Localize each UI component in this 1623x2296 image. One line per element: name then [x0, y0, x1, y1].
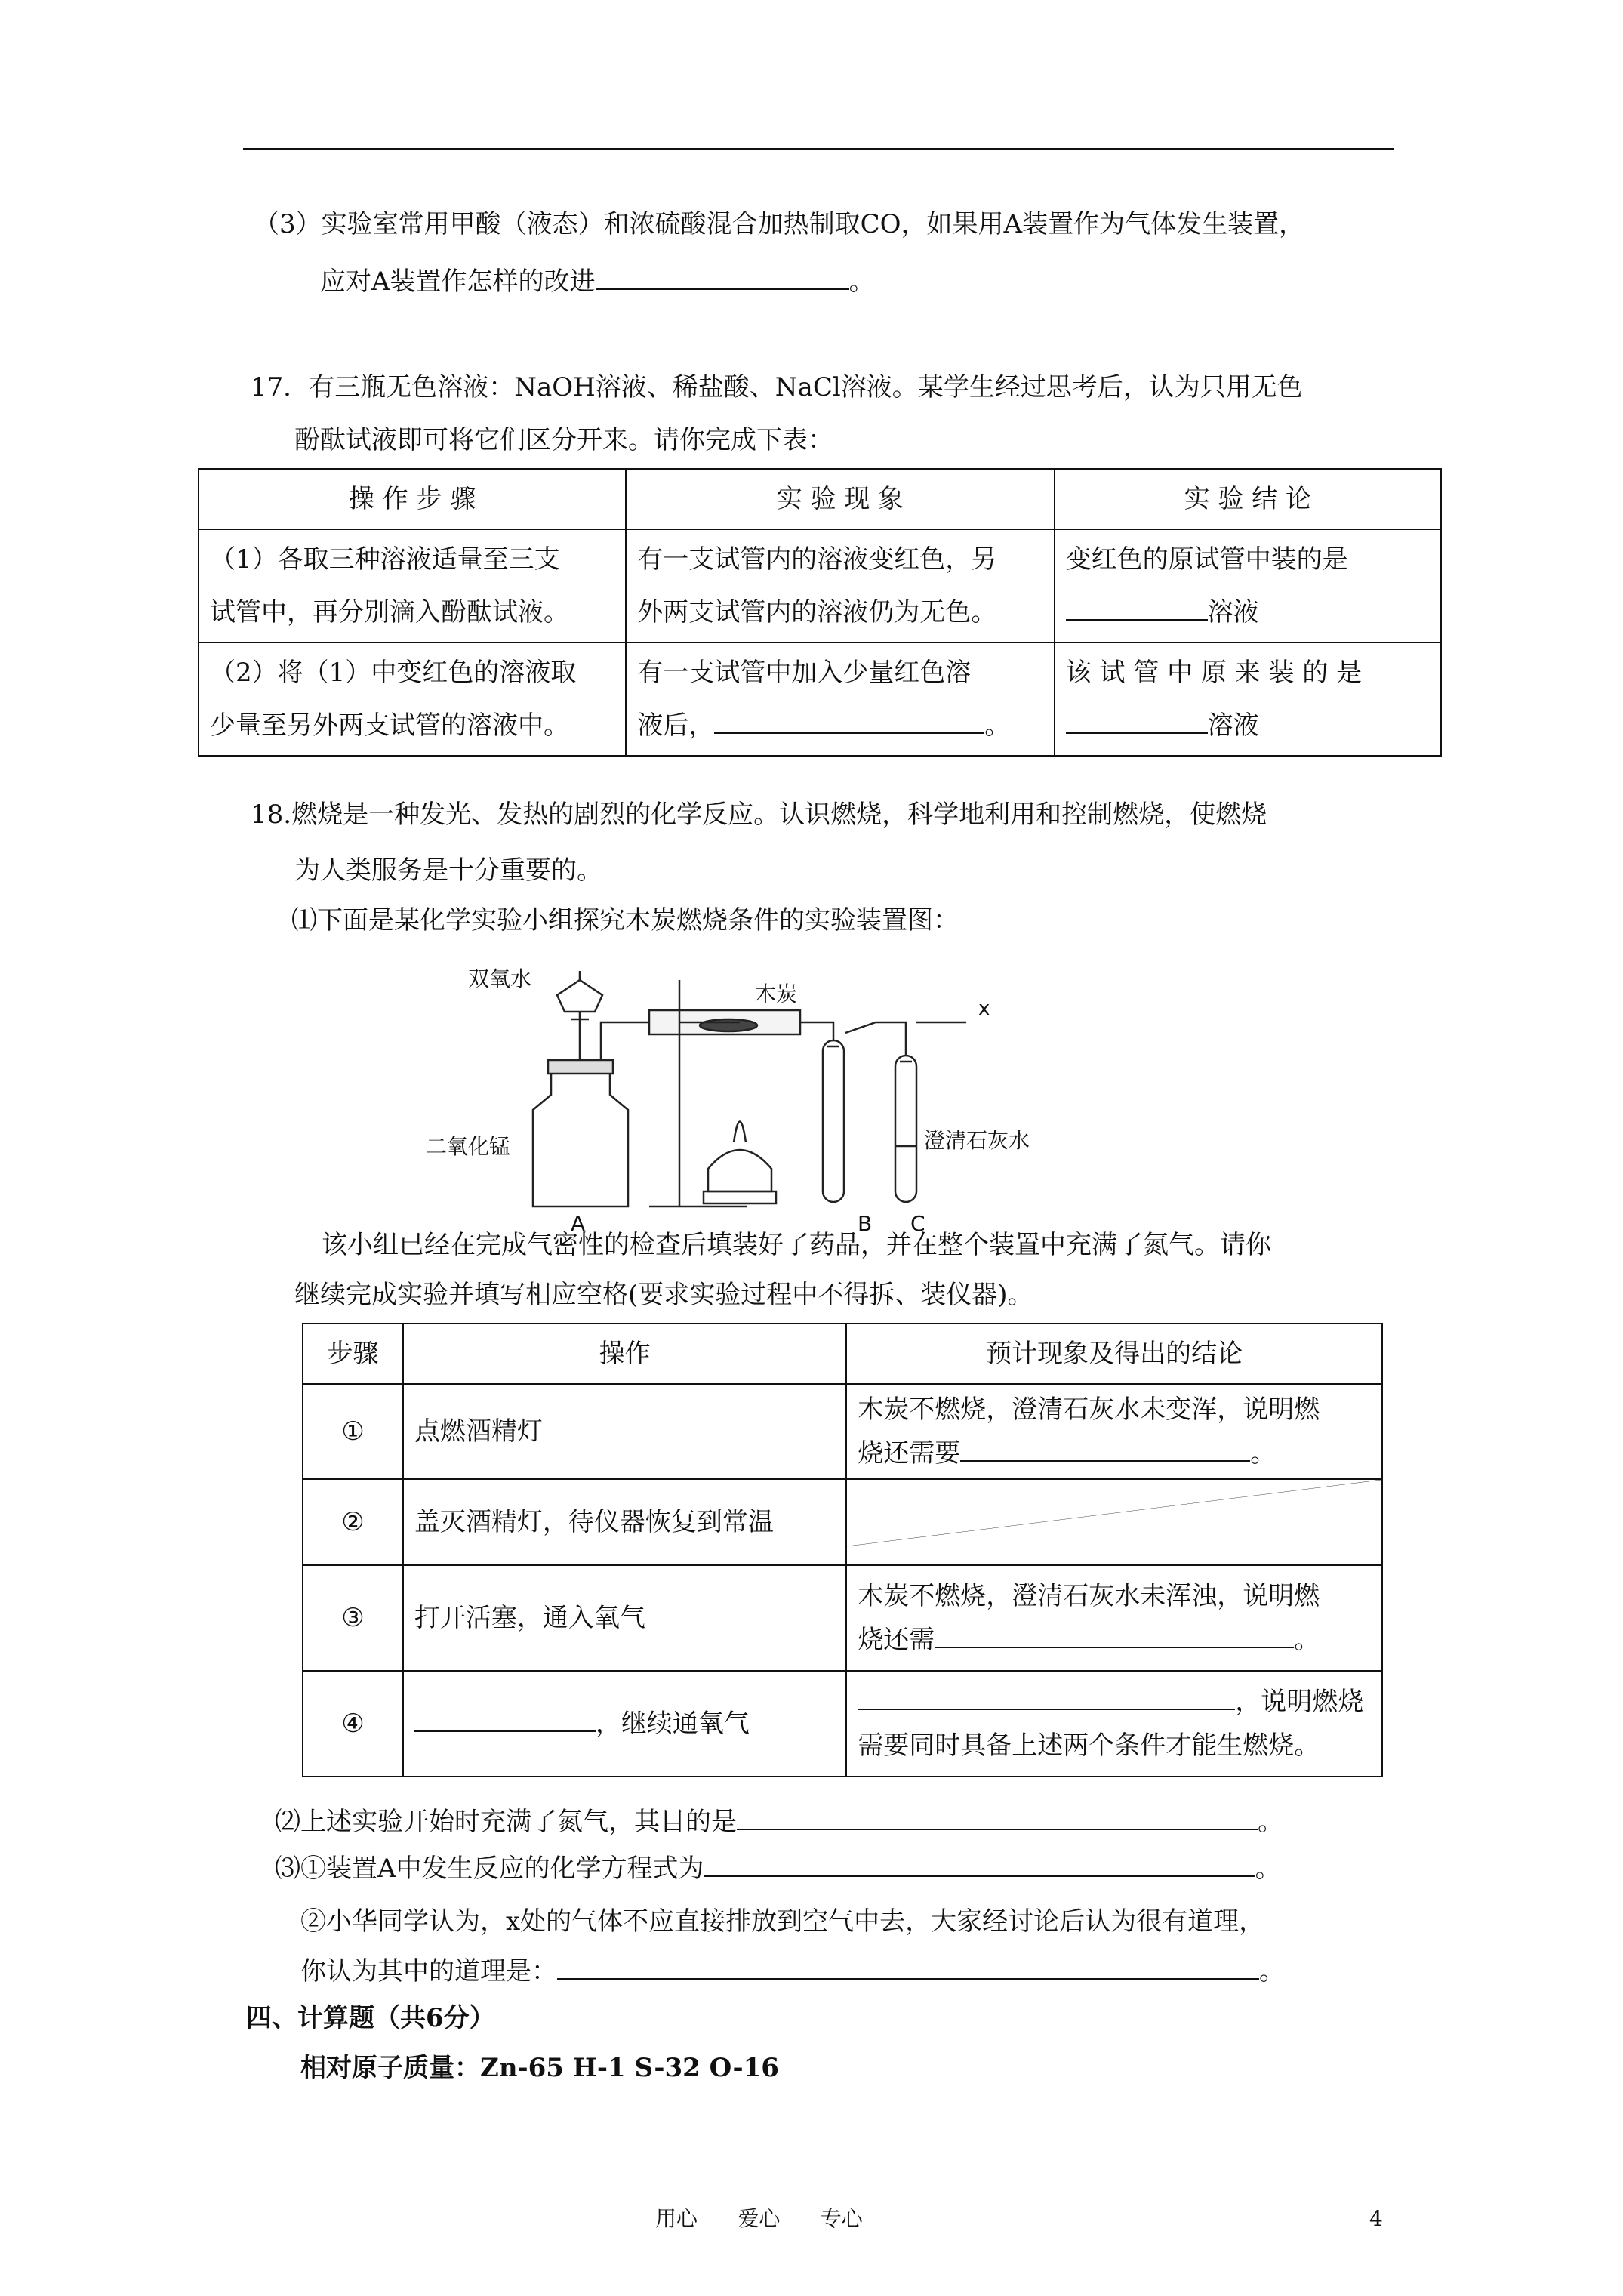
label-b: B: [858, 1211, 873, 1236]
label-x: x: [978, 997, 990, 1020]
q18-row2-result: [846, 1479, 1382, 1565]
answer-blank[interactable]: [737, 1806, 1258, 1830]
q18-row4-result: ，说明燃烧 需要同时具备上述两个条件才能生燃烧。: [846, 1671, 1382, 1777]
diagonal-line: [847, 1480, 1381, 1546]
label-mno2: 二氧化锰: [426, 1134, 511, 1159]
q18-row4-step: ④: [303, 1671, 403, 1777]
q16-3-line2: 应对A装置作怎样的改进 。: [320, 267, 875, 297]
q18-line2: 为人类服务是十分重要的。: [294, 855, 602, 886]
q18-para1: 该小组已经在完成气密性的检查后填装好了药品，并在整个装置中充满了氮气。请你: [322, 1230, 1271, 1260]
q18-line1: 18.燃烧是一种发光、发热的剧烈的化学反应。认识燃烧，科学地利用和控制燃烧，使燃烧: [251, 800, 1267, 830]
answer-blank[interactable]: [714, 710, 984, 734]
q18-row3-operation: 打开活塞，通入氧气: [403, 1565, 846, 1671]
section4-masses: 相对原子质量：Zn-65 H-1 S-32 O-16: [300, 2053, 779, 2083]
q18-row1-operation: 点燃酒精灯: [403, 1384, 846, 1479]
q18-sub3b-line1: ②小华同学认为，x处的气体不应直接排放到空气中去，大家经讨论后认为很有道理，: [300, 1906, 1265, 1937]
q18-header-step: 步骤: [303, 1324, 403, 1384]
q17-line2: 酚酞试液即可将它们区分开来。请你完成下表：: [294, 425, 833, 455]
header-rule: [243, 148, 1394, 150]
label-c: C: [910, 1211, 925, 1236]
answer-blank[interactable]: [596, 266, 849, 290]
answer-blank[interactable]: [1066, 710, 1208, 734]
q18-row2-step: ②: [303, 1479, 403, 1565]
q18-row4-operation: ，继续通氧气: [403, 1671, 846, 1777]
page-number: 4: [1369, 2206, 1383, 2231]
q18-row1-result: 木炭不燃烧，澄清石灰水未变浑，说明燃 烧还需要 。: [846, 1384, 1382, 1479]
alcohol-lamp: [708, 1150, 771, 1191]
answer-blank[interactable]: [1066, 596, 1208, 621]
q18-header-operation: 操作: [403, 1324, 846, 1384]
q18-header-result: 预计现象及得出的结论: [846, 1324, 1382, 1384]
answer-blank[interactable]: [858, 1686, 1235, 1710]
label-h2o2: 双氧水: [468, 966, 532, 991]
q17-line1: 17．有三瓶无色溶液：NaOH溶液、稀盐酸、NaCl溶液。某学生经过思考后，认为只用无色: [251, 372, 1303, 402]
q17-header-phenomenon: 实 验 现 象: [626, 469, 1054, 529]
q18-sub1: ⑴下面是某化学实验小组探究木炭燃烧条件的实验装置图：: [291, 905, 959, 935]
answer-blank[interactable]: [414, 1708, 596, 1732]
q18-table: [302, 1323, 1383, 1777]
q17-header-step: 操 作 步 骤: [199, 469, 626, 529]
label-charcoal: 木炭: [755, 982, 798, 1006]
q17-row2-conclusion: 该 试 管 中 原 来 装 的 是 溶液: [1055, 643, 1441, 756]
apparatus-figure: [423, 950, 1030, 1237]
q18-sub3b-line2: 你认为其中的道理是： 。: [300, 1956, 1285, 1986]
q17-table: [198, 468, 1442, 757]
q17-row1-conclusion: 变红色的原试管中装的是 溶液: [1055, 529, 1441, 643]
label-a: A: [571, 1211, 586, 1236]
answer-blank[interactable]: [557, 1955, 1259, 1980]
q17-header-conclusion: 实 验 结 论: [1055, 469, 1441, 529]
answer-blank[interactable]: [704, 1853, 1255, 1877]
q18-sub2: ⑵上述实验开始时充满了氮气，其目的是 。: [275, 1807, 1283, 1837]
answer-blank[interactable]: [960, 1438, 1250, 1462]
label-limewater: 澄清石灰水: [924, 1128, 1030, 1153]
q18-row3-result: 木炭不燃烧，澄清石灰水未浑浊，说明燃 烧还需 。: [846, 1565, 1382, 1671]
q18-row3-step: ③: [303, 1565, 403, 1671]
q17-row1-phenomenon: 有一支试管内的溶液变红色，另 外两支试管内的溶液仍为无色。: [626, 529, 1054, 643]
section4-title: 四、计算题（共6分）: [246, 2003, 495, 2033]
q16-3-line1: （3）实验室常用甲酸（液态）和浓硫酸混合加热制取CO，如果用A装置作为气体发生装置，: [254, 209, 1305, 239]
q17-row1-step: （1）各取三种溶液适量至三支 试管中，再分别滴入酚酞试液。: [199, 529, 626, 643]
q18-row1-step: ①: [303, 1384, 403, 1479]
q18-sub3a: ⑶①装置A中发生反应的化学方程式为 。: [275, 1854, 1281, 1884]
answer-blank[interactable]: [935, 1624, 1294, 1648]
separatory-funnel: [557, 980, 602, 1012]
q17-row2-phenomenon: 有一支试管中加入少量红色溶 液后， 。: [626, 643, 1054, 756]
q17-row2-step: （2）将（1）中变红色的溶液取 少量至另外两支试管的溶液中。: [199, 643, 626, 756]
q18-para2: 继续完成实验并填写相应空格(要求实验过程中不得拆、装仪器)。: [294, 1280, 1033, 1310]
charcoal: [700, 1019, 757, 1031]
q18-row2-operation: 盖灭酒精灯，待仪器恢复到常温: [403, 1479, 846, 1565]
flask-a: [533, 1072, 628, 1207]
footer-motto: 用心 爱心 专心: [655, 2206, 863, 2231]
q16-3-prompt: 应对A装置作怎样的改进: [320, 267, 596, 297]
